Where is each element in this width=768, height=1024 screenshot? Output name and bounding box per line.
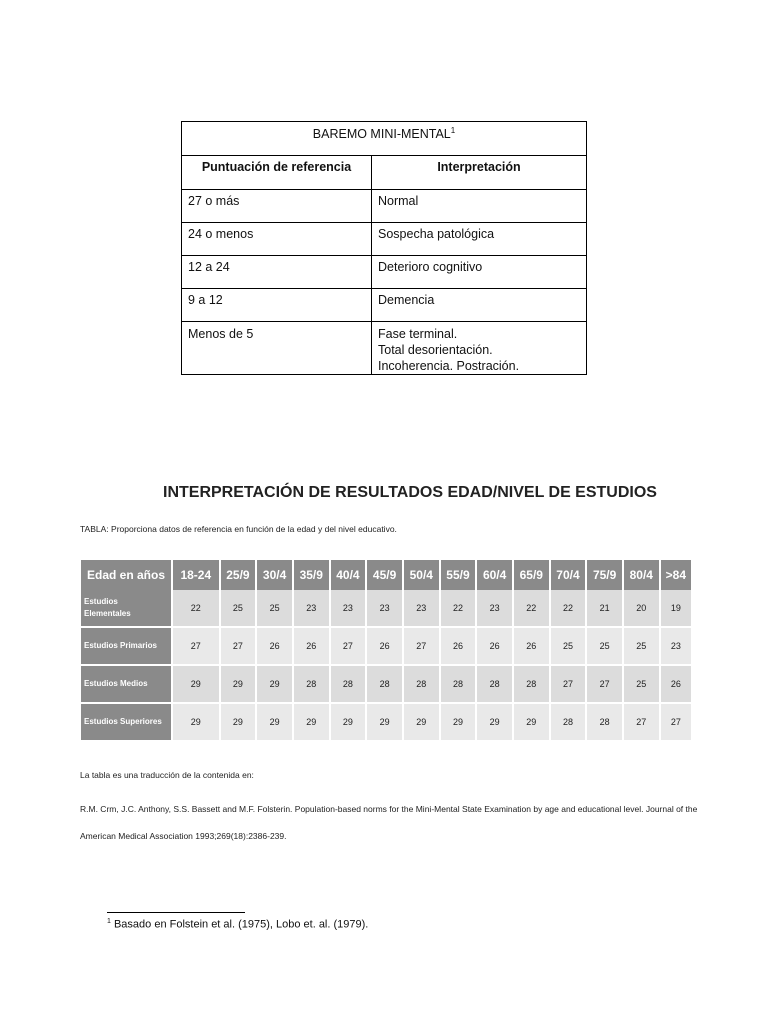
- norms-cell: 26: [257, 628, 292, 666]
- norms-cell: 29: [404, 704, 439, 742]
- norms-cell: 26: [661, 666, 691, 704]
- norms-cell: 28: [477, 666, 512, 704]
- interp-line: Total desorientación.: [378, 343, 493, 357]
- norms-cell: 23: [294, 590, 329, 628]
- norms-table: [79, 560, 693, 742]
- norms-cell: 23: [661, 628, 691, 666]
- norms-cell: 27: [404, 628, 439, 666]
- norms-header-label: Edad en años: [81, 560, 171, 590]
- norms-cell: 23: [367, 590, 402, 628]
- norms-row-label-line: Estudios: [84, 597, 118, 606]
- norms-cell: 23: [477, 590, 512, 628]
- norms-cell: 25: [587, 628, 622, 666]
- norms-cell: 29: [331, 704, 366, 742]
- footnote-text: Basado en Folstein et al. (1975), Lobo et. al. (1979).: [110, 918, 369, 931]
- footnote: [107, 918, 368, 931]
- reference-citation: R.M. Crm, J.C. Anthony, S.S. Bassett and M.F. Folsterin. Population-based norms for the Mini-Mental State Examination by age and educational level. Journal of the American Medical Association 1993;269(18):2386-239.: [80, 804, 698, 841]
- norms-cell: 25: [551, 628, 586, 666]
- norms-row-label-line: Estudios Superiores: [84, 717, 162, 726]
- norms-cell: 27: [551, 666, 586, 704]
- section-subtitle: TABLA: Proporciona datos de referencia en función de la edad y del nivel educativo.: [80, 524, 397, 534]
- norms-cell: 29: [477, 704, 512, 742]
- norms-age-header: 55/9: [441, 560, 476, 590]
- norms-cell: 25: [221, 590, 256, 628]
- norms-cell: 28: [294, 666, 329, 704]
- baremo-interp-cell: Demencia: [372, 289, 587, 322]
- translation-note: La tabla es una traducción de la contenida en:: [80, 770, 254, 780]
- norms-cell: 27: [331, 628, 366, 666]
- baremo-score-cell: 27 o más: [182, 190, 372, 223]
- baremo-table: [181, 121, 587, 375]
- norms-cell: 22: [173, 590, 219, 628]
- norms-cell: 29: [221, 666, 256, 704]
- baremo-row: [182, 256, 587, 289]
- footnote-divider: [107, 912, 245, 913]
- baremo-row: [182, 289, 587, 322]
- norms-row: [81, 590, 691, 628]
- norms-cell: 21: [587, 590, 622, 628]
- norms-cell: 29: [257, 704, 292, 742]
- baremo-score-cell: 12 a 24: [182, 256, 372, 289]
- norms-cell: 26: [477, 628, 512, 666]
- norms-cell: 20: [624, 590, 659, 628]
- norms-cell: 26: [367, 628, 402, 666]
- norms-cell: 28: [367, 666, 402, 704]
- norms-age-header: 35/9: [294, 560, 329, 590]
- norms-cell: 27: [587, 666, 622, 704]
- norms-cell: 23: [404, 590, 439, 628]
- norms-age-header: 40/4: [331, 560, 366, 590]
- norms-cell: 27: [173, 628, 219, 666]
- norms-row: [81, 628, 691, 666]
- norms-row-label-line: Estudios Medios: [84, 679, 148, 688]
- norms-cell: 26: [294, 628, 329, 666]
- norms-cell: 26: [514, 628, 549, 666]
- baremo-interp-cell: [372, 322, 587, 375]
- norms-row: [81, 704, 691, 742]
- norms-cell: 25: [624, 628, 659, 666]
- interp-line: Incoherencia. Postración.: [378, 359, 520, 373]
- baremo-interp-cell: Normal: [372, 190, 587, 223]
- norms-row-label: [81, 590, 171, 628]
- norms-row-label: [81, 628, 171, 666]
- baremo-header-interpretation: Interpretación: [372, 156, 587, 190]
- norms-cell: 28: [587, 704, 622, 742]
- baremo-score-cell: 9 a 12: [182, 289, 372, 322]
- baremo-title-text: BAREMO MINI-MENTAL: [312, 127, 451, 142]
- norms-cell: 29: [173, 704, 219, 742]
- footnote-mark: 1: [107, 918, 111, 925]
- norms-age-header: 25/9: [221, 560, 256, 590]
- norms-age-header: 30/4: [257, 560, 292, 590]
- norms-age-header: 75/9: [587, 560, 622, 590]
- baremo-row: [182, 322, 587, 375]
- norms-cell: 29: [173, 666, 219, 704]
- norms-row-label-line: Estudios Primarios: [84, 641, 157, 650]
- norms-cell: 29: [221, 704, 256, 742]
- norms-cell: 22: [441, 590, 476, 628]
- baremo-title: [182, 122, 587, 156]
- interp-line: Fase terminal.: [378, 327, 458, 341]
- norms-row-label: [81, 666, 171, 704]
- norms-cell: 28: [514, 666, 549, 704]
- baremo-interp-cell: Deterioro cognitivo: [372, 256, 587, 289]
- norms-cell: 27: [624, 704, 659, 742]
- norms-cell: 28: [331, 666, 366, 704]
- baremo-interp-cell: Sospecha patológica: [372, 223, 587, 256]
- baremo-score-cell: 24 o menos: [182, 223, 372, 256]
- norms-age-header: 45/9: [367, 560, 402, 590]
- norms-cell: 23: [331, 590, 366, 628]
- norms-cell: 28: [441, 666, 476, 704]
- norms-cell: 22: [551, 590, 586, 628]
- norms-age-header: >84: [661, 560, 691, 590]
- baremo-row: [182, 223, 587, 256]
- norms-cell: 27: [221, 628, 256, 666]
- norms-row-label-line: Elementales: [84, 609, 131, 618]
- norms-age-header: 80/4: [624, 560, 659, 590]
- norms-cell: 25: [624, 666, 659, 704]
- footnote-ref: 1: [450, 126, 456, 135]
- norms-cell: 29: [514, 704, 549, 742]
- norms-age-header: 18-24: [173, 560, 219, 590]
- norms-cell: 29: [294, 704, 329, 742]
- norms-cell: 28: [404, 666, 439, 704]
- baremo-row: [182, 190, 587, 223]
- norms-header-row: [81, 560, 691, 590]
- baremo-header-score: Puntuación de referencia: [182, 156, 372, 190]
- norms-cell: 28: [551, 704, 586, 742]
- norms-cell: 25: [257, 590, 292, 628]
- baremo-score-cell: Menos de 5: [182, 322, 372, 375]
- norms-age-header: 65/9: [514, 560, 549, 590]
- norms-row: [81, 666, 691, 704]
- norms-cell: 29: [257, 666, 292, 704]
- norms-row-label: [81, 704, 171, 742]
- norms-cell: 27: [661, 704, 691, 742]
- norms-cell: 26: [441, 628, 476, 666]
- norms-age-header: 50/4: [404, 560, 439, 590]
- section-title: INTERPRETACIÓN DE RESULTADOS EDAD/NIVEL DE ESTUDIOS: [163, 484, 657, 501]
- norms-age-header: 60/4: [477, 560, 512, 590]
- norms-cell: 29: [441, 704, 476, 742]
- norms-cell: 19: [661, 590, 691, 628]
- norms-cell: 22: [514, 590, 549, 628]
- norms-cell: 29: [367, 704, 402, 742]
- norms-age-header: 70/4: [551, 560, 586, 590]
